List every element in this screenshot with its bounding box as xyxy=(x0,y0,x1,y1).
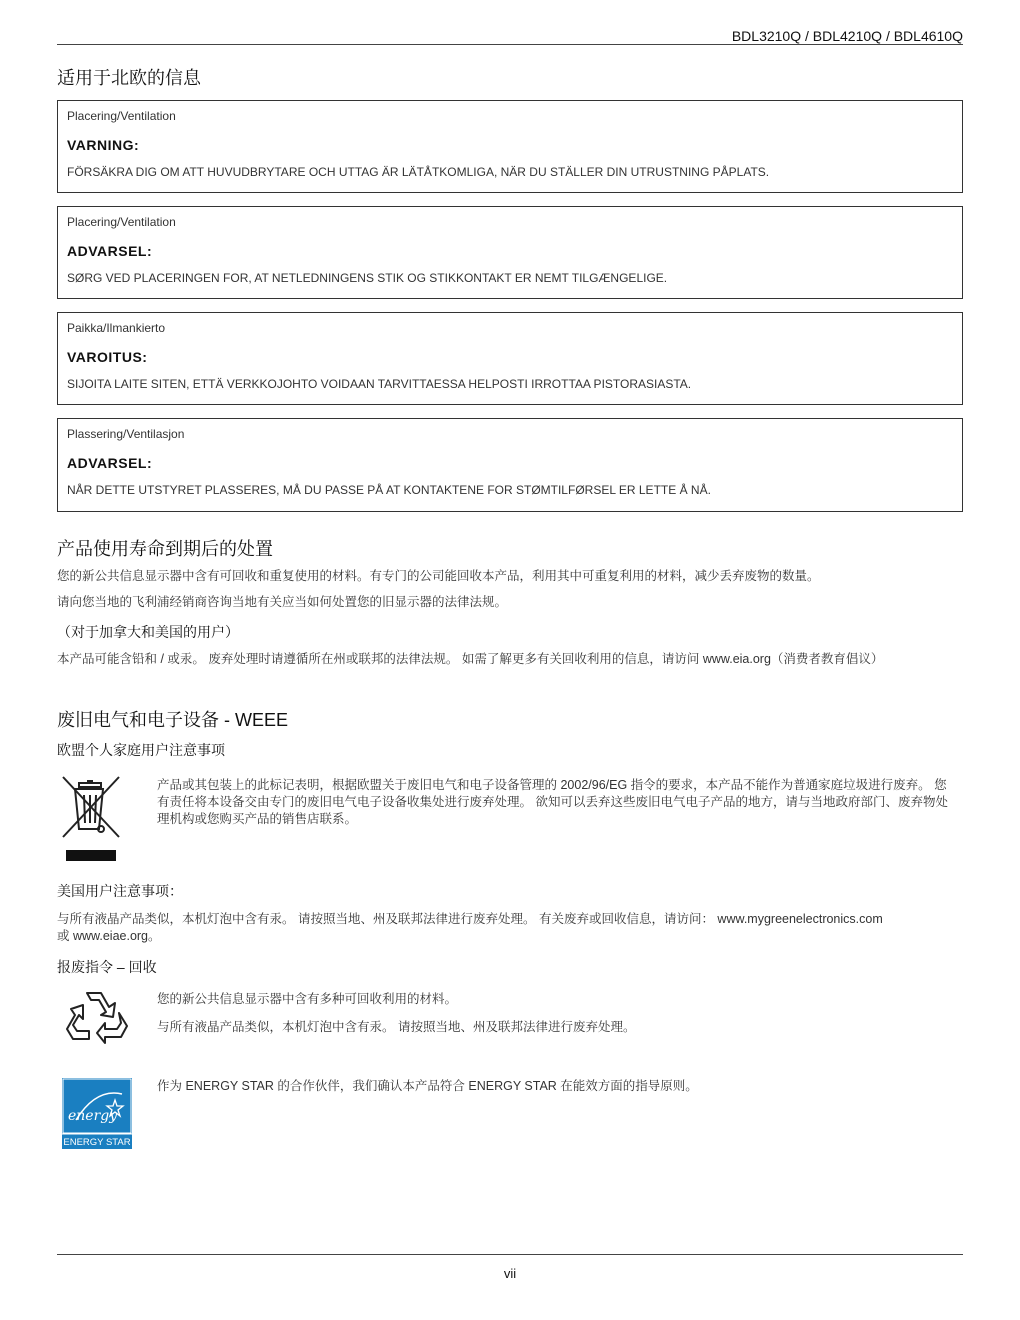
footer-divider xyxy=(57,1254,963,1255)
header-divider xyxy=(57,44,963,45)
weee-eu-heading: 欧盟个人家庭用户注意事项 xyxy=(57,742,225,758)
energy-star-icon xyxy=(62,1078,132,1149)
eol-paragraph-3: 本产品可能含铅和 / 或汞。 废弃处理时请遵循所在州或联邦的法律法规。 如需了解更多有关回收利用的信息，请访问 www.eia.org（消费者教育倡议） xyxy=(57,652,884,666)
warning-box-danish xyxy=(57,206,963,299)
weee-us-heading: 美国用户注意事项： xyxy=(57,883,183,899)
energy-star-text: 作为 ENERGY STAR 的合作伙伴，我们确认本产品符合 ENERGY STAR 在能效方面的指导原则。 xyxy=(157,1079,698,1093)
box-warning-label: ADVARSEL: xyxy=(67,243,153,259)
eol-paragraph-2: 请向您当地的飞利浦经销商咨询当地有关应当如何处置您的旧显示器的法律法规。 xyxy=(57,595,508,609)
recycle-text-1: 您的新公共信息显示器中含有多种可回收利用的材料。 xyxy=(157,992,458,1006)
box-caption: Plassering/Ventilasjon xyxy=(67,427,185,441)
box-caption: Paikka/Ilmankierto xyxy=(67,321,166,335)
eol-paragraph-1: 您的新公共信息显示器中含有可回收和重复使用的材料。有专门的公司能回收本产品，利用其中可重复利用的材料，减少丢弃废物的数量。 xyxy=(57,569,820,583)
eol-subtitle: （对于加拿大和美国的用户） xyxy=(57,624,239,640)
energy-logo-script: energy xyxy=(68,1108,118,1124)
box-warning-label: ADVARSEL: xyxy=(67,455,153,471)
crossed-out-bin-icon xyxy=(57,773,123,863)
energy-logo-label: ENERGY STAR xyxy=(63,1137,131,1148)
recycle-heading: 报废指令 – 回收 xyxy=(57,959,157,975)
warning-box-finnish xyxy=(57,312,963,405)
box-warning-label: VARNING: xyxy=(67,137,140,153)
recycle-text-2: 与所有液晶产品类似，本机灯泡中含有汞。 请按照当地、州及联邦法律进行废弃处理。 xyxy=(157,1020,636,1034)
box-warning-label: VAROITUS: xyxy=(67,349,148,365)
manual-page xyxy=(57,0,963,1320)
model-numbers: BDL3210Q / BDL4210Q / BDL4610Q xyxy=(731,28,963,44)
warning-box-swedish xyxy=(57,100,963,193)
nordic-section-title: 适用于北欧的信息 xyxy=(57,68,201,88)
weee-us-text: 与所有液晶产品类似，本机灯泡中含有汞。 请按照当地、州及联邦法律进行废弃处理。 有关废弃或回收信息，请访问： www.mygreenelectronics.com 或 www.eiae.org。 xyxy=(57,912,883,943)
box-warning-text: FÖRSÄKRA DIG OM ATT HUVUDBRYTARE OCH UTTAG ÄR LÄTÅTKOMLIGA, NÄR DU STÄLLER DIN UTRUSTNING PÅPLATS. xyxy=(67,165,770,179)
weee-section-title: 废旧电气和电子设备 - WEEE xyxy=(57,710,289,730)
warning-box-norwegian xyxy=(57,418,963,512)
box-warning-text: SIJOITA LAITE SITEN, ETTÄ VERKKOJOHTO VOIDAAN TARVITTAESSA HELPOSTI IRROTTAA PISTORASIASTA. xyxy=(67,377,692,391)
box-warning-text: NÅR DETTE UTSTYRET PLASSERES, MÅ DU PASSE PÅ AT KONTAKTENE FOR STØMTILFØRSEL ER LETTE Å NÅ. xyxy=(67,483,711,497)
box-warning-text: SØRG VED PLACERINGEN FOR, AT NETLEDNINGENS STIK OG STIKKONTAKT ER NEMT TILGÆNGELIGE. xyxy=(67,271,668,285)
eol-section-title: 产品使用寿命到期后的处置 xyxy=(57,539,273,559)
recycle-icon xyxy=(57,985,137,1045)
page-number: vii xyxy=(503,1266,517,1281)
box-caption: Placering/Ventilation xyxy=(67,215,176,229)
box-caption: Placering/Ventilation xyxy=(67,109,176,123)
weee-eu-text: 产品或其包装上的此标记表明，根据欧盟关于废旧电气和电子设备管理的 2002/96/EG 指令的要求，本产品不能作为普通家庭垃圾进行废弃。 您有责任将本设备交由专门的废旧电气电子设备收集处进行废弃处理。 欲知可以丢弃这些废旧电气电子产品的地方，请与当地政府部门、废弃物处理机构或您购买产品的销售店联系。 xyxy=(157,778,948,826)
